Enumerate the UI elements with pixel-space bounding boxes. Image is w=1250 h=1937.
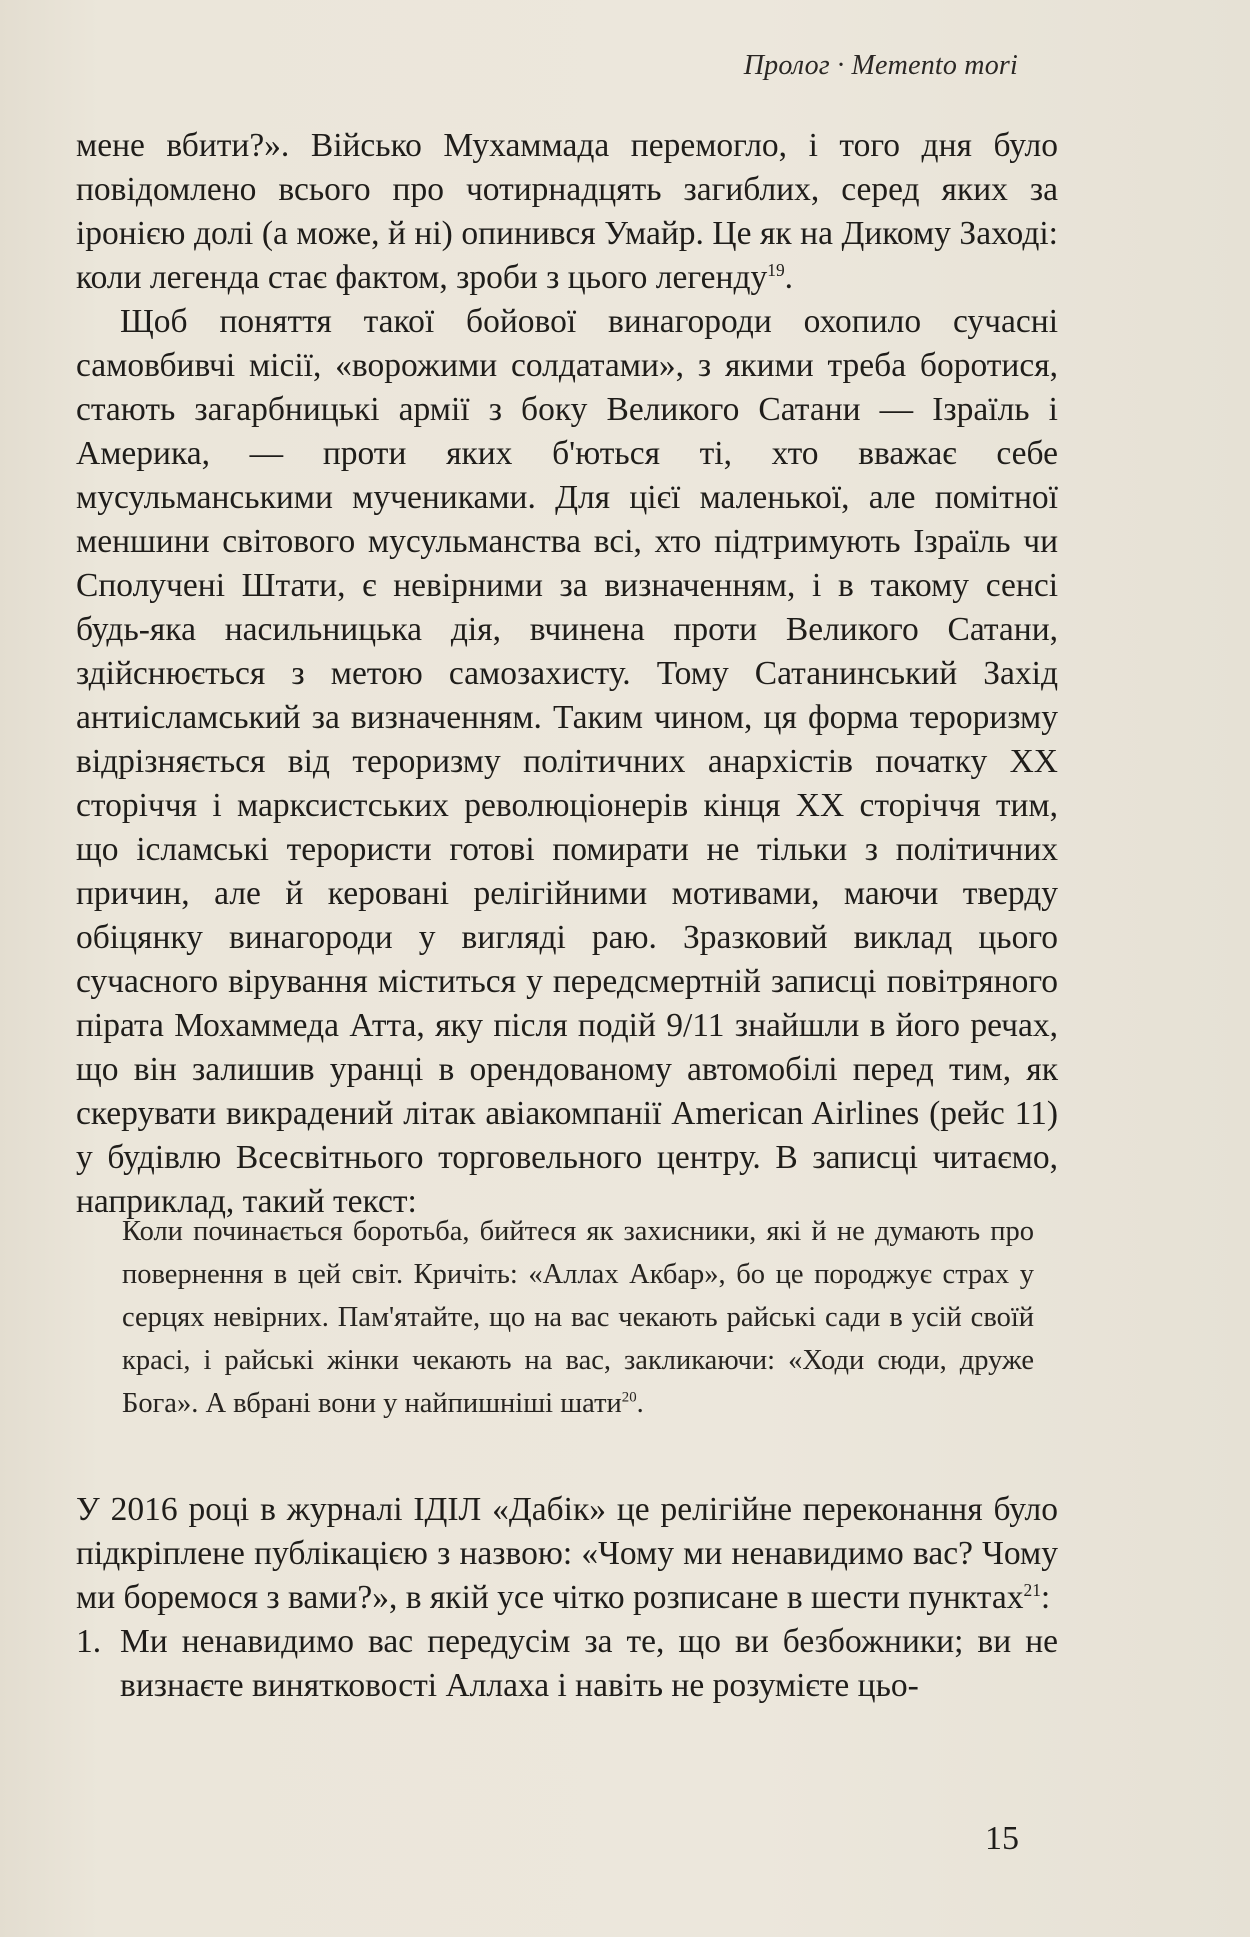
quote-text: Коли починається боротьба, бийтеся як захисники, які й не думають про повернення в цей світ. Кричіть: «Аллах Акбар», бо це породжує страх у серцях невірних. Пам'ятайте, що на вас чекають райські сади в усій своїй красі, і райські жінки чекають на вас, закликаючи: «Ходи сюди, друже Бога». А вбрані вони у найпишніші шати: [122, 1216, 1034, 1419]
running-title: Пролог · Memento mori: [743, 50, 1018, 81]
page-number: 15: [985, 1820, 1019, 1857]
footnote-ref: 19: [767, 259, 785, 280]
paragraph-end: .: [784, 259, 794, 296]
quote-end: .: [636, 1388, 644, 1419]
footnote-ref: 20: [621, 1389, 637, 1406]
paragraph-end: :: [1040, 1579, 1051, 1616]
paragraph-continuation: [76, 124, 1058, 300]
after-quote-block: [76, 1488, 1058, 1708]
list-number: 1.: [76, 1623, 102, 1660]
footnote-ref: 21: [1023, 1579, 1041, 1600]
paragraph: Щоб поняття такої бойової винагороди охопило сучасні самовбивчі місії, «ворожими солдатами», з якими треба боротися, стають загарбницькі армії з боку Великого Сатани — Ізраїль і Америка, — проти яких б'ються ті, хто вважає себе мусульманськими мучениками. Для цієї маленької, але помітної меншини світового мусульманства всі, хто підтримують Ізраїль чи Сполучені Штати, є невірними за визначенням, і в такому сенсі будь-яка насильницька дія, вчинена проти Великого Сатани, здійснюється з метою самозахисту. Тому Сатанинський Захід антиісламський за визначенням. Таким чином, ця форма тероризму відрізняється від тероризму політичних анархістів початку XX сторіччя і марксистських революціонерів кінця XX сторіччя тим, що ісламські терористи готові помирати не тільки з політичних причин, але й керовані релігійними мотивами, маючи тверду обіцянку винагороди у вигляді раю. Зразковий виклад цього сучасного вірування міститься у передсмертній записці повітряного пірата Мохаммеда Атта, яку після подій 9/11 знайшли в його речах, що він залишив уранці в орендованому автомобілі перед тим, як скерувати викрадений літак авіакомпанії American Airlines (рейс 11) у будівлю Всесвітнього торговельного центру. В записці читаємо, наприклад, такий текст:: [76, 303, 1058, 1220]
block-quote: [122, 1210, 1034, 1425]
paragraph-text: мене вбити?». Військо Мухаммада перемогло, і того дня було повідомлено всього про чотирнадцять загиблих, серед яких за іронією долі (а може, й ні) опинився Умайр. Це як на Дикому Заході: коли легенда стає фактом, зроби з цього легенду: [76, 127, 1058, 296]
paragraph: [76, 1488, 1058, 1620]
main-text-block: [76, 124, 1058, 1224]
paragraph-text: У 2016 році в журналі ІДІЛ «Дабік» це релігійне переконання було підкріплене публікацією з назвою: «Чому ми ненавидимо вас? Чому ми боремося з вами?», в якій усе чітко розписане в шести пунктах: [76, 1491, 1058, 1616]
list-text: Ми ненавидимо вас передусім за те, що ви безбожники; ви не визнаєте винятковості Аллаха і навіть не розумієте цьо-: [120, 1623, 1058, 1704]
list-item: [76, 1620, 1058, 1708]
